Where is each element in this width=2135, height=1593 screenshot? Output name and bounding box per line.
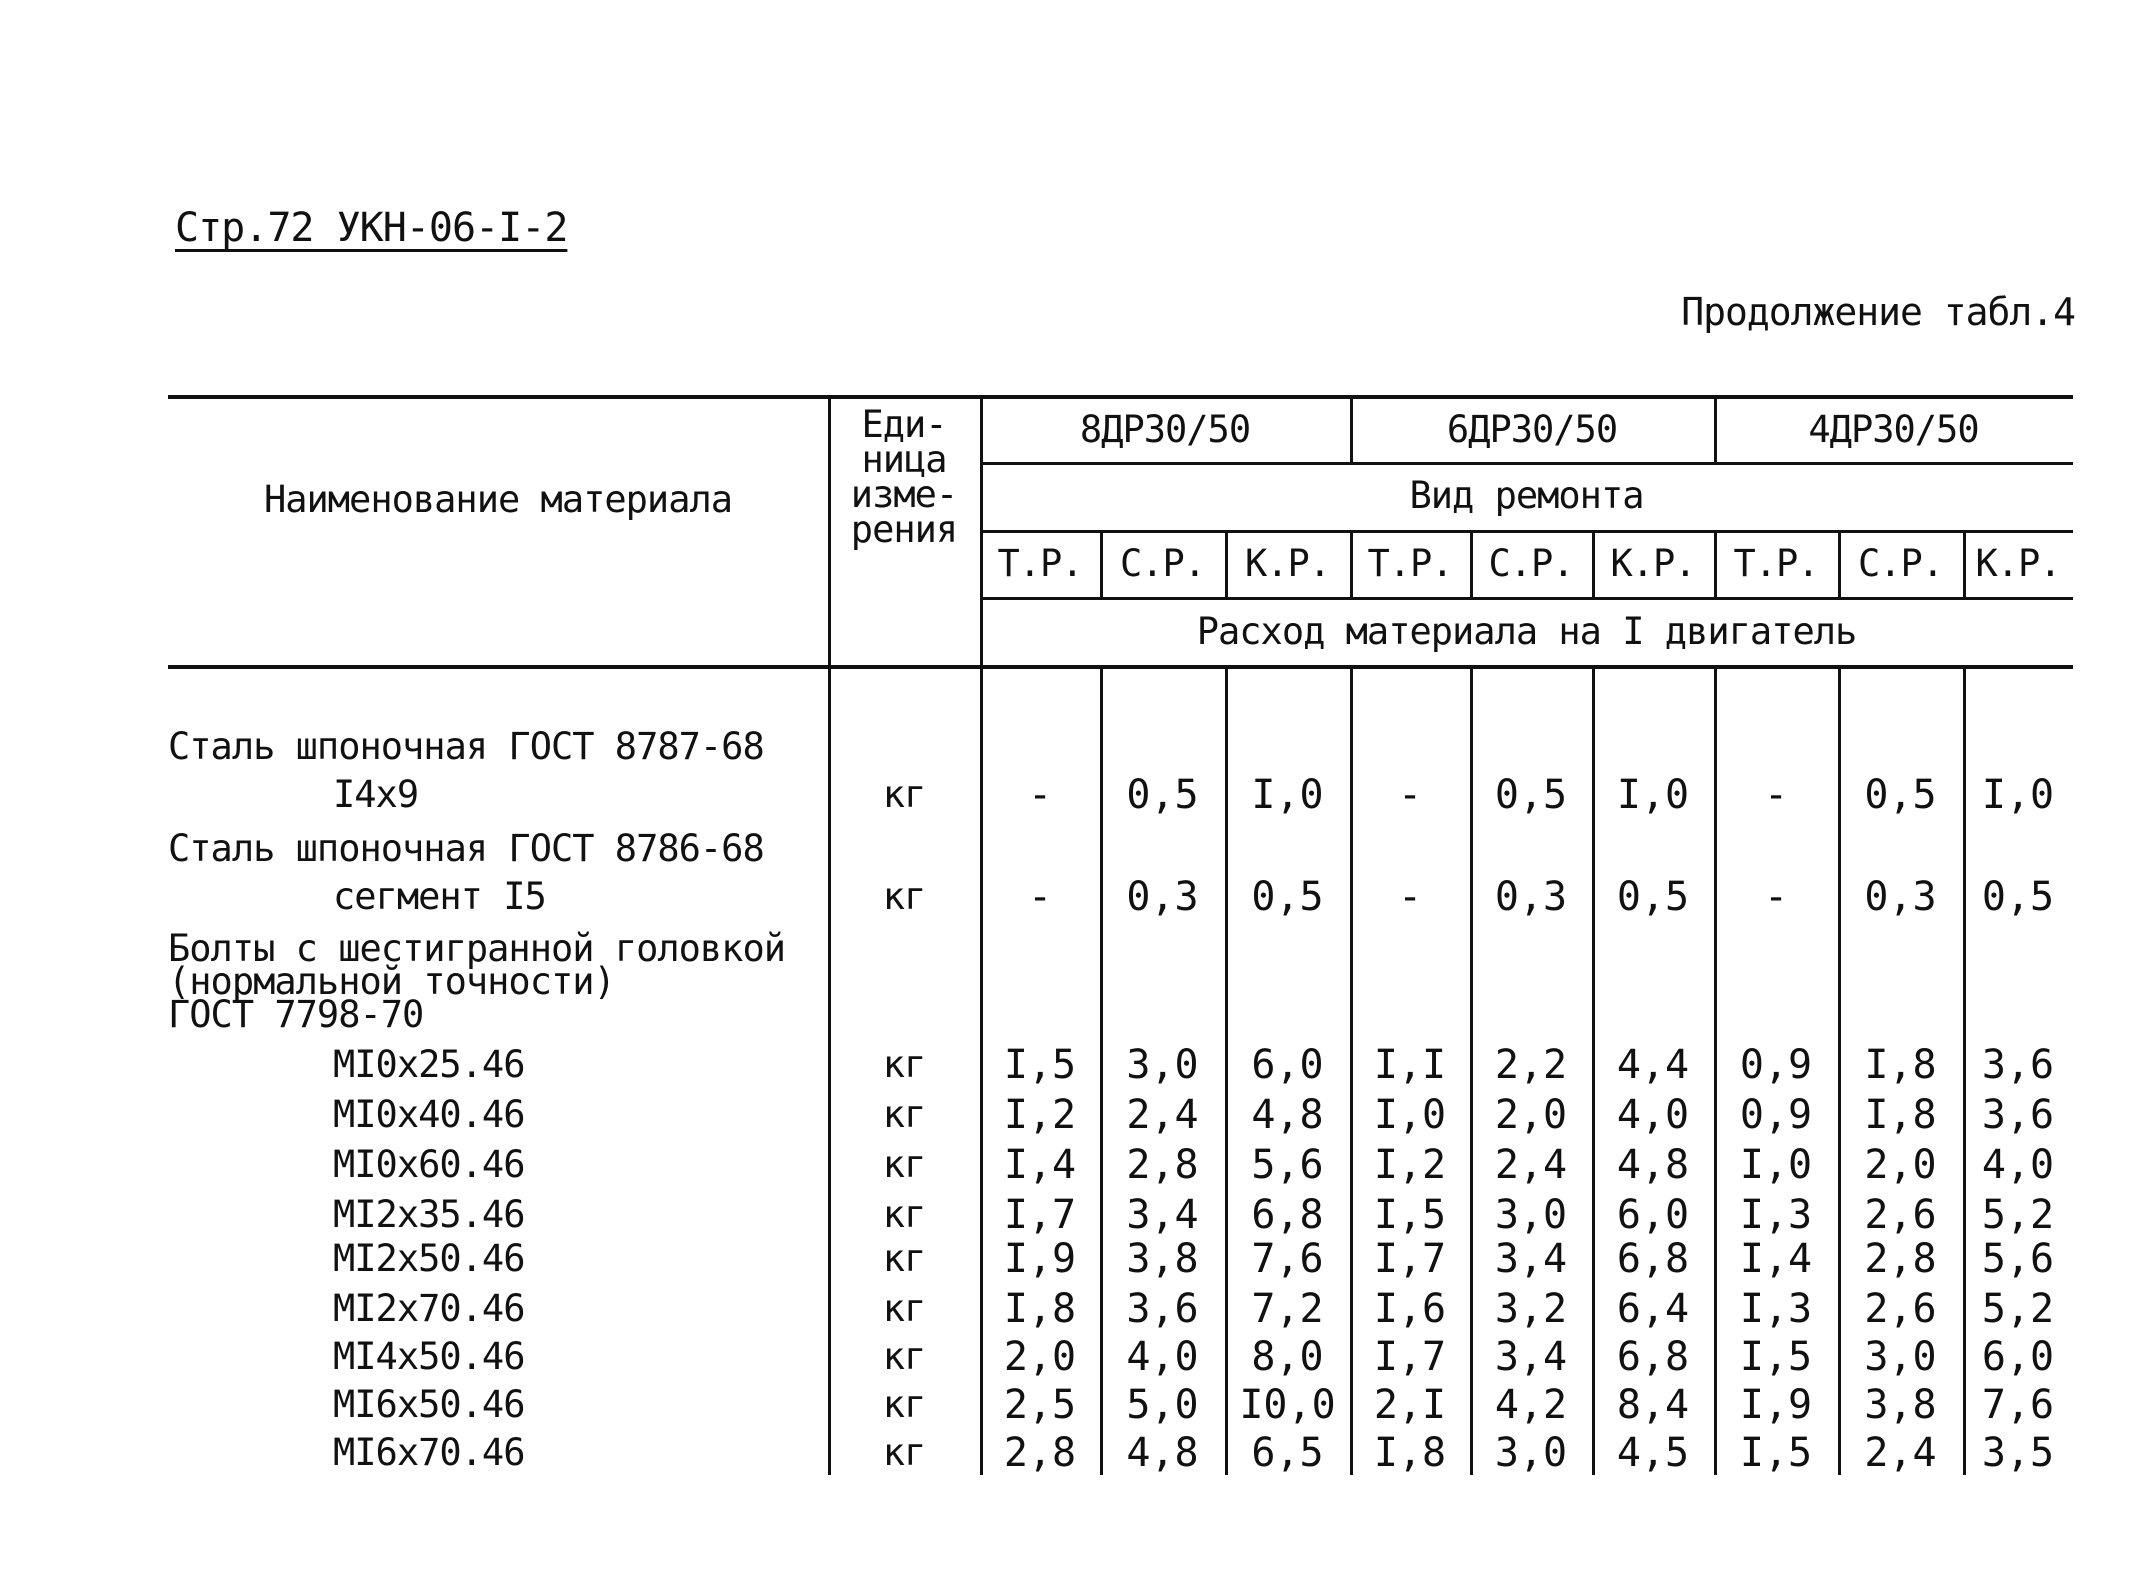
engine-row-rule [980,462,2073,465]
consumption-value: I,9 [1003,1236,1077,1282]
consumption-value: - [1763,772,1789,818]
consumption-value: I,7 [1373,1236,1447,1282]
header-top-rule [168,395,2073,399]
unit-cell: кг [882,1431,926,1474]
consumption-value: I,0 [1739,1142,1813,1188]
material-group-line: (нормальной точности) [168,960,615,1003]
consumption-value: 4,4 [1616,1042,1690,1088]
consumption-value: 4,5 [1616,1430,1690,1476]
consumption-value: 4,8 [1251,1092,1324,1138]
engine-model-header: 6ДР30/50 [1446,408,1618,451]
unit-header-line: рения [850,508,958,551]
consumption-value: 3,0 [1494,1430,1568,1476]
consumption-value: 7,2 [1251,1286,1324,1332]
repair-code-header: Т.Р. [997,542,1083,585]
consumption-value: 6,0 [1251,1042,1324,1088]
consumption-value: 0,5 [1494,772,1568,818]
unit-cell: кг [882,1193,926,1236]
consumption-value: 3,0 [1494,1192,1568,1238]
header-bottom-rule [168,665,2073,669]
material-size: сегмент I5 [333,875,546,918]
consumption-value: 6,8 [1616,1334,1690,1380]
consumption-value: 3,0 [1126,1042,1199,1088]
consumption-value: 2,8 [1003,1430,1077,1476]
consumption-value: I0,0 [1239,1382,1336,1428]
consumption-value: I,8 [1864,1092,1937,1138]
consumption-value: 2,0 [1494,1092,1568,1138]
material-size: MI6x50.46 [333,1383,525,1426]
consumption-value: 2,5 [1003,1382,1077,1428]
repair-code-header: К.Р. [1610,542,1696,585]
consumption-value: 5,2 [1981,1286,2055,1332]
consumption-value: 5,6 [1251,1142,1324,1188]
consumption-value: - [1397,874,1423,920]
table-continuation-label: Продолжение табл.4 [1681,290,2075,334]
engine-model-header: 8ДР30/50 [1079,408,1251,451]
consumption-value: I,6 [1373,1286,1447,1332]
engine-model-header: 4ДР30/50 [1808,408,1979,451]
consumption-value: 0,3 [1126,874,1199,920]
consumption-value: 4,8 [1616,1142,1690,1188]
consumption-value: 0,5 [1981,874,2055,920]
material-size: MI2x50.46 [333,1237,525,1280]
consumption-value: - [1027,772,1053,818]
consumption-value: 2,4 [1126,1092,1199,1138]
consumption-value: 0,3 [1864,874,1937,920]
consumption-value: 3,6 [1981,1042,2055,1088]
unit-cell: кг [882,1237,926,1280]
consumption-value: 3,4 [1494,1334,1568,1380]
consumption-value: 0,5 [1616,874,1690,920]
consumption-value: 3,0 [1864,1334,1937,1380]
unit-cell: кг [882,1335,926,1378]
consumption-value: I,4 [1739,1236,1813,1282]
consumption-value: 4,0 [1981,1142,2055,1188]
material-name: Сталь шпоночная ГОСТ 8787-68 [168,725,764,768]
consumption-value: 6,5 [1251,1430,1324,1476]
consumption-value: - [1027,874,1053,920]
repair-code-header: С.Р. [1488,542,1574,585]
material-name-header: Наименование материала [263,478,733,521]
material-group-line: Болты с шестигранной головкой [168,927,786,970]
consumption-value: 0,5 [1126,772,1199,818]
consumption-value: 0,9 [1739,1042,1813,1088]
material-size: MI0x40.46 [333,1093,525,1136]
consumption-value: 4,0 [1616,1092,1690,1138]
consumption-value: I,3 [1739,1286,1813,1332]
page-reference: Стр.72 УКН-06-I-2 [175,205,568,251]
consumption-value: 3,8 [1864,1382,1937,1428]
consumption-value: 2,I [1373,1382,1447,1428]
repair-code-header: С.Р. [1119,542,1206,585]
consumption-value: 6,0 [1981,1334,2055,1380]
repair-code-header: Т.Р. [1367,542,1453,585]
consumption-value: 3,6 [1981,1092,2055,1138]
consumption-value: 3,5 [1981,1430,2055,1476]
consumption-value: I,I [1373,1042,1447,1088]
unit-cell: кг [882,1143,926,1186]
repair-type-row-rule [980,530,2073,533]
consumption-value: 6,8 [1616,1236,1690,1282]
consumption-value: I,5 [1003,1042,1077,1088]
material-name: Сталь шпоночная ГОСТ 8786-68 [168,827,764,870]
consumption-value: I,4 [1003,1142,1077,1188]
unit-header-line: Еди- [861,403,947,446]
unit-cell: кг [882,1383,926,1426]
consumption-value: 4,2 [1494,1382,1568,1428]
consumption-value: I,0 [1616,772,1690,818]
material-size: MI4x50.46 [333,1335,525,1378]
consumption-value: 7,6 [1251,1236,1324,1282]
material-size: MI2x35.46 [333,1193,525,1236]
material-size: MI2x70.46 [333,1287,525,1330]
consumption-value: I,2 [1003,1092,1077,1138]
consumption-value: 6,8 [1251,1192,1324,1238]
consumption-value: 8,0 [1251,1334,1324,1380]
consumption-value: 6,0 [1616,1192,1690,1238]
consumption-header: Расход материала на I двигатель [1196,610,1857,653]
consumption-value: 0,5 [1251,874,1324,920]
consumption-value: 7,6 [1981,1382,2055,1428]
consumption-value: I,5 [1739,1430,1813,1476]
consumption-value: I,7 [1003,1192,1077,1238]
unit-header-line: ница [861,438,947,481]
consumption-value: 2,8 [1126,1142,1199,1188]
material-size: MI0x60.46 [333,1143,525,1186]
consumption-value: - [1763,874,1789,920]
material-size: I4x9 [333,773,419,816]
consumption-value: I,5 [1739,1334,1813,1380]
consumption-value: I,0 [1251,772,1324,818]
consumption-value: 4,0 [1126,1334,1199,1380]
unit-cell: кг [882,773,926,816]
consumption-value: 2,2 [1494,1042,1568,1088]
consumption-value: 2,6 [1864,1192,1937,1238]
material-group-line: ГОСТ 7798-70 [168,993,424,1036]
consumption-value: 3,4 [1494,1236,1568,1282]
consumption-value: 8,4 [1616,1382,1690,1428]
consumption-value: 2,6 [1864,1286,1937,1332]
repair-code-row-rule [980,597,2073,600]
unit-cell: кг [882,1287,926,1330]
consumption-value: I,2 [1373,1142,1447,1188]
unit-of-measure-header [828,403,980,551]
consumption-value: I,0 [1373,1092,1447,1138]
material-size: MI0x25.46 [333,1043,525,1086]
repair-code-header: К.Р. [1244,542,1331,585]
consumption-value: I,9 [1739,1382,1813,1428]
consumption-value: 0,3 [1494,874,1568,920]
consumption-value: I,0 [1981,772,2055,818]
repair-code-header: Т.Р. [1733,542,1819,585]
unit-header-line: изме- [850,473,958,516]
consumption-value: 3,2 [1494,1286,1568,1332]
repair-code-header: К.Р. [1975,542,2061,585]
consumption-value: 3,8 [1126,1236,1199,1282]
consumption-value: 2,0 [1864,1142,1937,1188]
consumption-value: I,3 [1739,1192,1813,1238]
consumption-value: I,7 [1373,1334,1447,1380]
consumption-value: 2,4 [1494,1142,1568,1188]
consumption-value: 2,4 [1864,1430,1937,1476]
consumption-value: 3,6 [1126,1286,1199,1332]
consumption-value: 5,6 [1981,1236,2055,1282]
repair-code-header: С.Р. [1857,542,1944,585]
repair-type-header: Вид ремонта [1409,474,1644,517]
consumption-value: 0,5 [1864,772,1937,818]
consumption-value: - [1397,772,1423,818]
consumption-value: 5,0 [1126,1382,1199,1428]
consumption-value: 5,2 [1981,1192,2055,1238]
consumption-value: 4,8 [1126,1430,1199,1476]
consumption-value: 3,4 [1126,1192,1199,1238]
consumption-value: 6,4 [1616,1286,1690,1332]
consumption-value: 2,0 [1003,1334,1077,1380]
unit-cell: кг [882,875,926,918]
consumption-value: I,8 [1373,1430,1447,1476]
consumption-value: I,8 [1864,1042,1937,1088]
consumption-value: 2,8 [1864,1236,1937,1282]
consumption-value: I,5 [1373,1192,1447,1238]
consumption-value: 0,9 [1739,1092,1813,1138]
consumption-value: I,8 [1003,1286,1077,1332]
unit-cell: кг [882,1043,926,1086]
unit-cell: кг [882,1093,926,1136]
material-size: MI6x70.46 [333,1431,525,1474]
